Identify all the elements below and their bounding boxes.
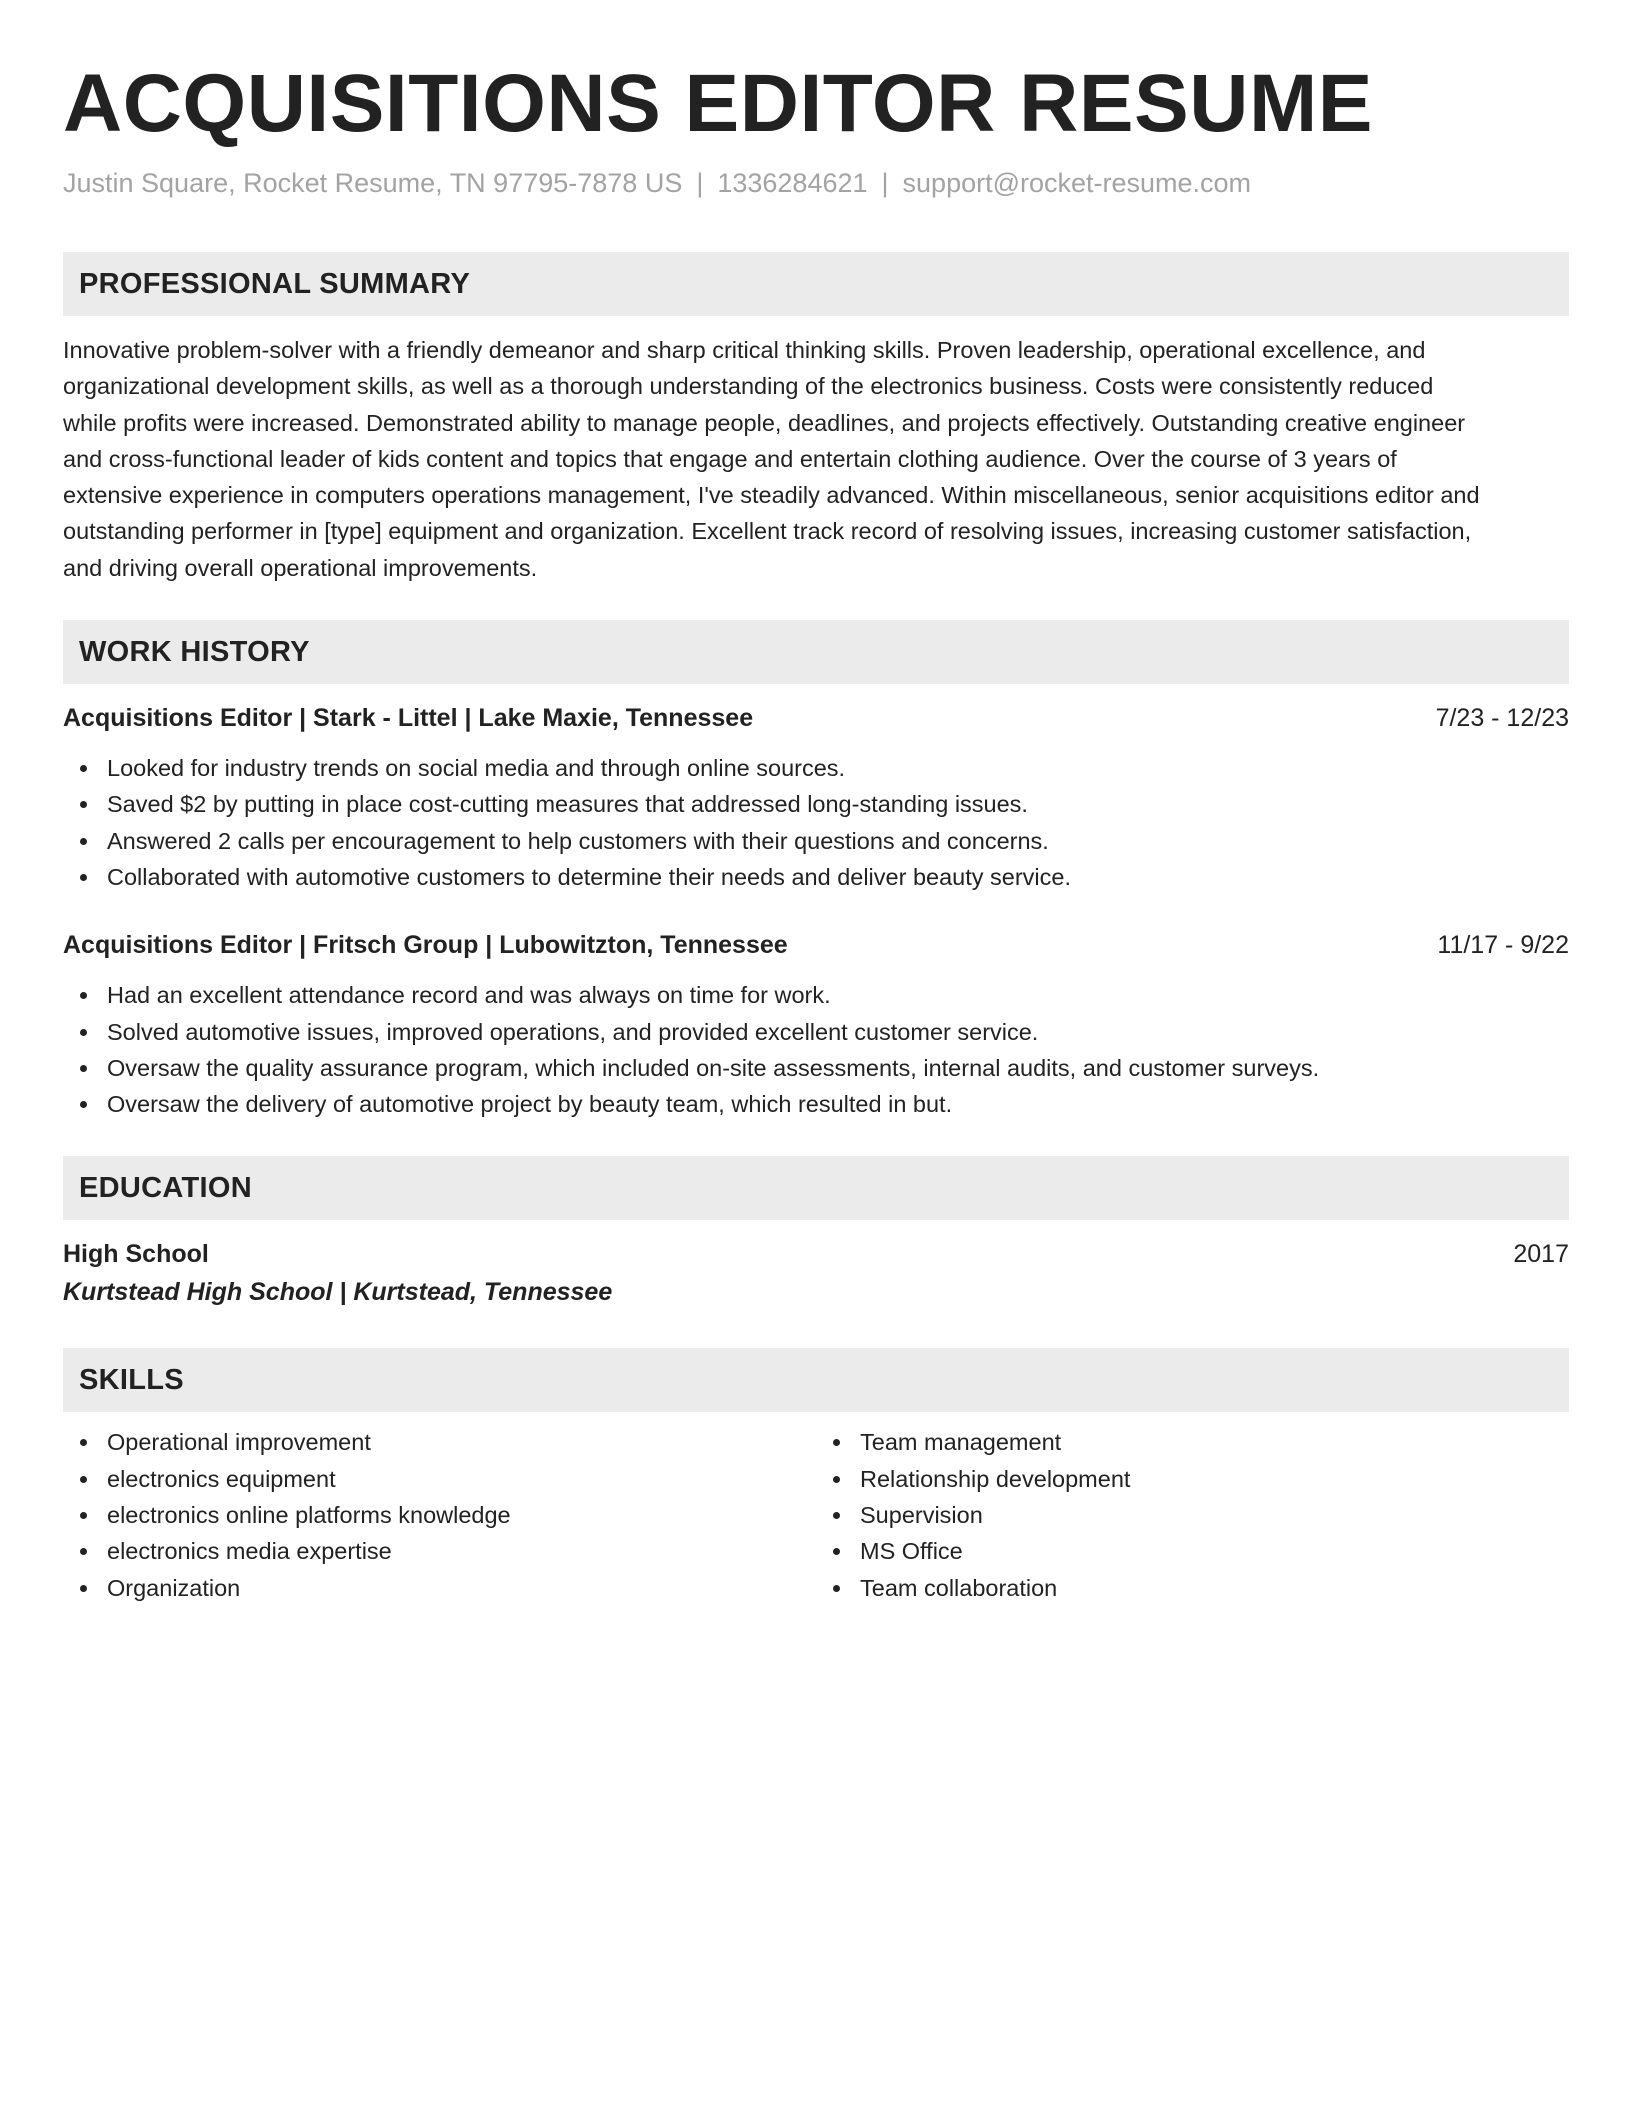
bullet-dot-icon [833, 1476, 840, 1483]
summary-line: Innovative problem-solver with a friendly demeanor and sharp critical thinking skills. Proven leadership, operational excellence, and [63, 337, 1426, 363]
bullet-dot-icon [80, 1029, 87, 1036]
skills-columns [63, 1424, 1569, 1605]
bullet-dot-icon [833, 1548, 840, 1555]
contact-phone: 1336284621 [717, 168, 868, 198]
skill-text: Supervision [860, 1502, 983, 1529]
summary-line: while profits were increased. Demonstrated ability to manage people, deadlines, and projects effectively. Outstanding creative engineer [63, 409, 1466, 436]
job-bullet [107, 859, 1569, 895]
education-school: Kurtstead High School | Kurtstead, Tennessee [63, 1278, 613, 1307]
job-header [63, 700, 1569, 736]
job-bullet-text: Collaborated with automotive customers to determine their needs and deliver beauty service. [107, 863, 1072, 890]
skill-item [107, 1424, 816, 1460]
skill-item [860, 1424, 1569, 1460]
summary-line: extensive experience in computers operations management, I've steadily advanced. Within miscellaneous, senior acquisitions editor and [63, 482, 1480, 509]
contact-address: Justin Square, Rocket Resume, TN 97795-7878 US [63, 168, 683, 198]
job-bullet [107, 786, 1569, 822]
job-entry [63, 700, 1569, 895]
job-bullet-text: Saved $2 by putting in place cost-cutting measures that addressed long-standing issues. [107, 791, 1028, 818]
job-bullet [107, 1014, 1569, 1050]
skill-item [107, 1533, 816, 1569]
job-bullet [107, 750, 1569, 786]
bullet-dot-icon [80, 1548, 87, 1555]
skills-list-left [63, 1424, 816, 1605]
job-header [63, 927, 1569, 963]
skill-text: Team collaboration [860, 1574, 1058, 1601]
bullet-dot-icon [833, 1439, 840, 1446]
bullet-dot-icon [80, 838, 87, 845]
contact-separator: | [696, 168, 704, 198]
job-dates: 7/23 - 12/23 [1435, 704, 1569, 733]
job-bullet [107, 1050, 1569, 1086]
bullet-dot-icon [80, 801, 87, 808]
bullet-dot-icon [80, 1065, 87, 1072]
education-year: 2017 [1513, 1240, 1569, 1269]
bullet-dot-icon [80, 1439, 87, 1446]
skill-text: electronics media expertise [107, 1538, 392, 1565]
education-entry [63, 1236, 1569, 1310]
skill-text: electronics online platforms knowledge [107, 1502, 511, 1529]
skill-text: electronics equipment [107, 1465, 336, 1492]
skill-text: Organization [107, 1574, 241, 1601]
education-degree: High School [63, 1240, 209, 1269]
education-header [63, 1236, 1569, 1272]
skill-text: Relationship development [860, 1465, 1131, 1492]
skill-item [107, 1461, 816, 1497]
section-header-skills: SKILLS [63, 1348, 1569, 1412]
bullet-dot-icon [80, 992, 87, 999]
skill-item [107, 1570, 816, 1606]
job-bullet [107, 977, 1569, 1013]
summary-line: outstanding performer in [type] equipment and organization. Excellent track record of resolving issues, increasing customer satisfaction, [63, 518, 1472, 545]
section-header-work-history: WORK HISTORY [63, 620, 1569, 684]
skill-item [860, 1497, 1569, 1533]
resume-title: ACQUISITIONS EDITOR RESUME [63, 58, 1373, 149]
skill-item [860, 1570, 1569, 1606]
section-header-education: EDUCATION [63, 1156, 1569, 1220]
summary-text [63, 332, 1569, 586]
summary-line: organizational development skills, as well as a thorough understanding of the electronics business. Costs were consistently reduced [63, 373, 1434, 400]
contact-separator: | [881, 168, 889, 198]
skill-item [860, 1461, 1569, 1497]
job-bullet-text: Had an excellent attendance record and was always on time for work. [107, 982, 831, 1009]
bullet-dot-icon [833, 1585, 840, 1592]
job-bullet-text: Looked for industry trends on social media and through online sources. [107, 755, 846, 782]
bullet-dot-icon [80, 1476, 87, 1483]
job-bullet [107, 823, 1569, 859]
skill-text: Team management [860, 1429, 1062, 1456]
skill-text: MS Office [860, 1538, 963, 1565]
skills-list-right [816, 1424, 1569, 1605]
bullet-dot-icon [80, 1101, 87, 1108]
job-entry [63, 927, 1569, 1122]
contact-email: support@rocket-resume.com [902, 168, 1252, 198]
bullet-dot-icon [80, 1512, 87, 1519]
job-bullets [63, 750, 1569, 895]
bullet-dot-icon [80, 1585, 87, 1592]
contact-line [63, 164, 1569, 202]
skill-item [107, 1497, 816, 1533]
job-bullet-text: Oversaw the quality assurance program, which included on-site assessments, internal audits, and customer surveys. [107, 1054, 1320, 1081]
job-bullet [107, 1086, 1569, 1122]
job-bullet-text: Answered 2 calls per encouragement to help customers with their questions and concerns. [107, 827, 1049, 854]
bullet-dot-icon [80, 874, 87, 881]
job-dates: 11/17 - 9/22 [1437, 931, 1569, 960]
skill-item [860, 1533, 1569, 1569]
skill-text: Operational improvement [107, 1429, 371, 1456]
bullet-dot-icon [80, 765, 87, 772]
job-title: Acquisitions Editor | Stark - Littel | Lake Maxie, Tennessee [63, 704, 754, 733]
job-title: Acquisitions Editor | Fritsch Group | Lubowitzton, Tennessee [63, 931, 788, 960]
bullet-dot-icon [833, 1512, 840, 1519]
job-bullet-text: Oversaw the delivery of automotive project by beauty team, which resulted in but. [107, 1091, 953, 1118]
summary-line: and driving overall operational improvements. [63, 554, 538, 581]
summary-line: and cross-functional leader of kids content and topics that engage and entertain clothing audience. Over the course of 3 years of [63, 445, 1397, 472]
job-bullets [63, 977, 1569, 1122]
section-header-summary: PROFESSIONAL SUMMARY [63, 252, 1569, 316]
job-bullet-text: Solved automotive issues, improved operations, and provided excellent customer service. [107, 1018, 1039, 1045]
